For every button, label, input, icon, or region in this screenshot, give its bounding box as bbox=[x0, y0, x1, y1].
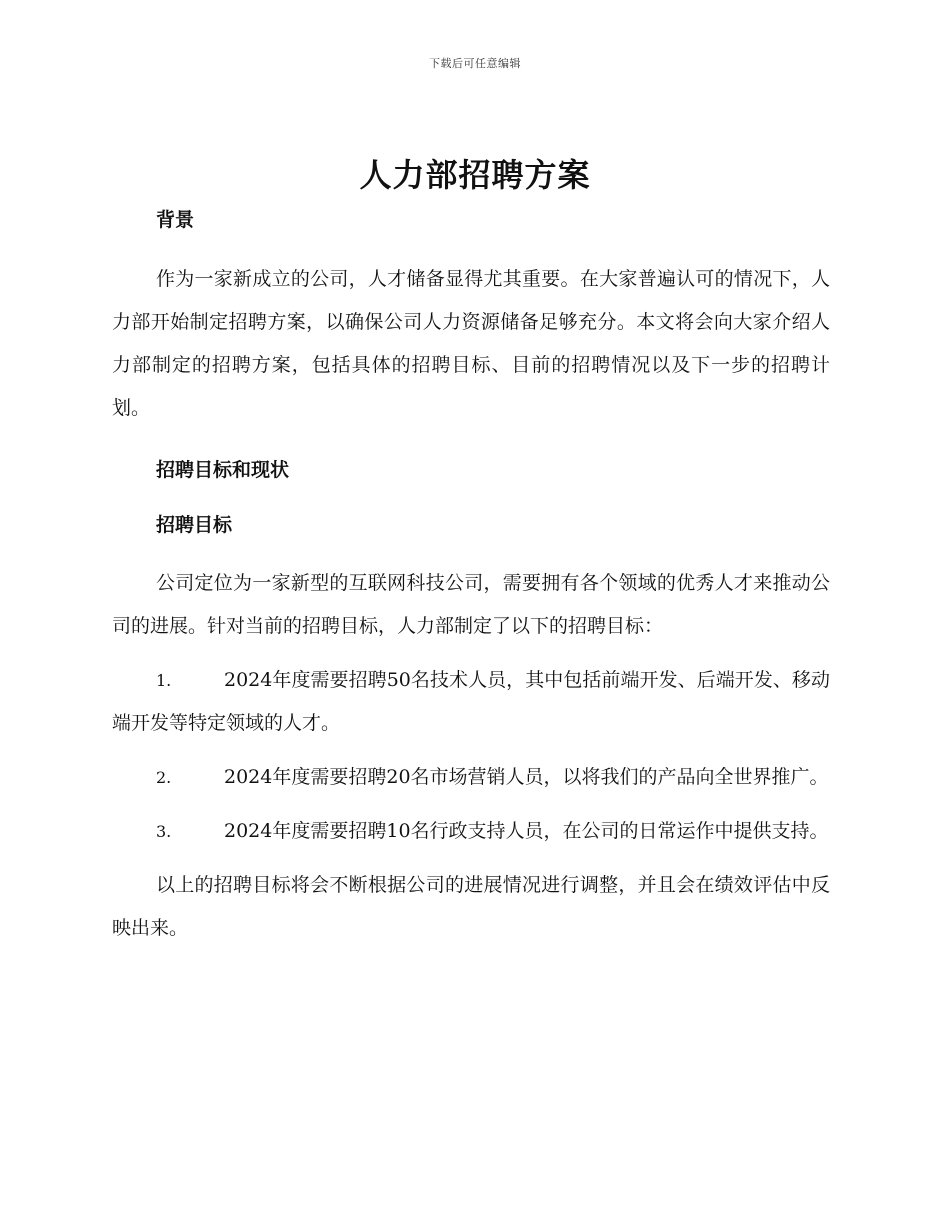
section-heading-background: 背景 bbox=[156, 209, 195, 231]
list-item bbox=[112, 756, 830, 799]
section-heading-goal-status: 招聘目标和现状 bbox=[156, 459, 290, 481]
closing-paragraph: 以上的招聘目标将会不断根据公司的进展情况进行调整，并且会在绩效评估中反映出来。 bbox=[112, 874, 830, 939]
list-item-number: 3. bbox=[156, 822, 172, 841]
document-body bbox=[112, 200, 830, 950]
section-heading-goal: 招聘目标 bbox=[156, 514, 233, 536]
background-paragraph: 作为一家新成立的公司，人才储备显得尤其重要。在大家普遍认可的情况下，人力部开始制定招聘方案，以确保公司人力资源储备足够充分。本文将会向大家介绍人力部制定的招聘方案，包括具体的招聘目标、目前的招聘情况以及下一步的招聘计划。 bbox=[112, 268, 830, 419]
header-note: 下载后可任意编辑 bbox=[429, 57, 521, 70]
list-item bbox=[112, 810, 830, 853]
list-item-number: 2. bbox=[156, 768, 172, 787]
goal-intro-paragraph: 公司定位为一家新型的互联网科技公司，需要拥有各个领域的优秀人才来推动公司的进展。针对当前的招聘目标，人力部制定了以下的招聘目标： bbox=[112, 572, 830, 637]
list-item-text: 2024年度需要招聘50名技术人员，其中包括前端开发、后端开发、移动端开发等特定领域的人才。 bbox=[112, 669, 830, 734]
page-title: 人力部招聘方案 bbox=[359, 156, 591, 194]
list-item bbox=[112, 659, 830, 745]
list-item-text: 2024年度需要招聘10名行政支持人员，在公司的日常运作中提供支持。 bbox=[224, 820, 829, 842]
list-item-number: 1. bbox=[156, 671, 172, 690]
list-item-text: 2024年度需要招聘20名市场营销人员，以将我们的产品向全世界推广。 bbox=[224, 766, 829, 788]
